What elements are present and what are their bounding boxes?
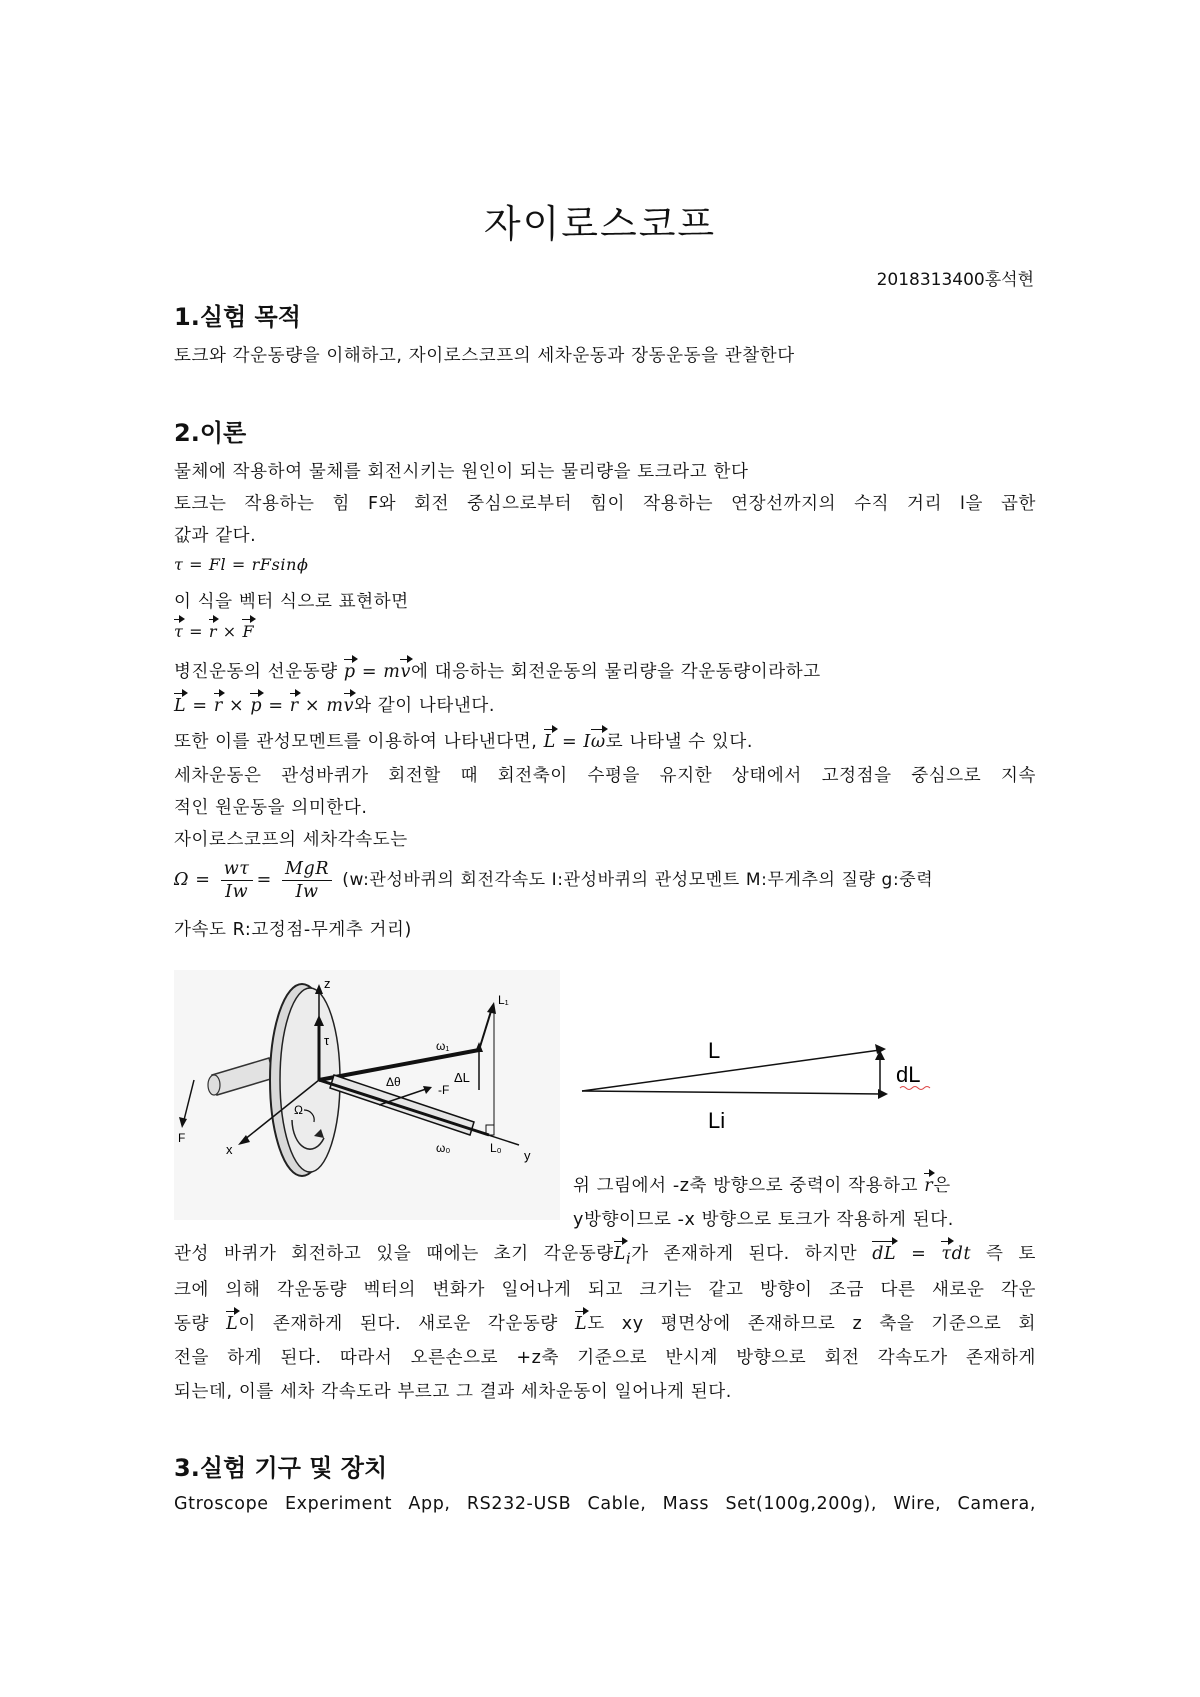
vector-triangle-diagram (570, 1020, 940, 1140)
gyroscope-diagram (174, 970, 560, 1220)
omega1-label: ω₁ (436, 1039, 450, 1053)
precession-definition-2: 가속도 R:고정점-무게추 거리) (174, 920, 412, 940)
L-label: L (708, 1038, 721, 1063)
F-label: F (178, 1131, 186, 1145)
theory-paragraph-6: 또한 이를 관성모멘트를 이용하여 나타낸다면, L = Iω로 나타낼 수 있다. (174, 732, 753, 752)
theory-paragraph-2b: 값과 같다. (174, 526, 257, 546)
theory-paragraph-13: 되는데, 이를 세차 각속도라 부르고 그 결과 세차운동이 일어나게 된다. (174, 1382, 732, 1402)
theory-paragraph-7b: 적인 원운동을 의미한다. (174, 798, 368, 818)
torque-vector-equation: τ = r × F (174, 622, 255, 641)
theory-paragraph-12: 전을 하게 된다. 따라서 오른손으로 +z축 기준으로 반시계 방향으로 회전 각속도가 존재하게 (174, 1348, 1036, 1368)
L1-label: L₁ (498, 993, 509, 1007)
L0-label: L₀ (490, 1141, 502, 1155)
z-axis-label: z (324, 976, 331, 991)
dL-label: dL (896, 1062, 921, 1087)
omega0-label: ω₀ (436, 1141, 451, 1155)
document-title: 자이로스코프 (483, 202, 717, 246)
rod-end (208, 1075, 220, 1095)
theory-paragraph-10: 크에 의해 각운동량 벡터의 변화가 일어나게 되고 크기는 같고 방향이 조금 다른 새로운 각운 (174, 1280, 1036, 1300)
neg-F-label: -F (438, 1083, 450, 1097)
theory-paragraph-7a: 세차운동은 관성바퀴가 회전할 때 회전축이 수평을 유지한 상태에서 고정점을 중심으로 지속 (174, 766, 1036, 786)
y-axis-label: y (524, 1148, 531, 1163)
disk-face (280, 988, 340, 1172)
x-axis-label: x (226, 1142, 233, 1157)
Li-vector (582, 1091, 882, 1094)
tau-label: τ (324, 1033, 330, 1048)
theory-paragraph-2a: 토크는 작용하는 힘 F와 회전 중심으로부터 힘이 작용하는 연장선까지의 수직 거리 l을 곱한 (174, 494, 1036, 514)
theory-paragraph-11: 동량 L이 존재하게 된다. 새로운 각운동량 L도 xy 평면상에 존재하므로 z 축을 기준으로 회 (174, 1314, 1037, 1334)
equipment-text: Gtroscope Experiment App, RS232-USB Cable, Mass Set(100g,200g), Wire, Camera, (174, 1494, 1036, 1514)
Omega-label: Ω (294, 1103, 303, 1117)
theory-paragraph-4: 병진운동의 선운동량 p = mv에 대응하는 회전운동의 물리량을 각운동량이라하고 (174, 662, 821, 682)
delta-L-label: ΔL (454, 1070, 470, 1085)
purpose-text: 토크와 각운동량을 이해하고, 자이로스코프의 세차운동과 장동운동을 관찰한다 (174, 346, 795, 366)
delta-theta-label: Δθ (386, 1075, 401, 1089)
figure-text-b: y방향이므로 -x 방향으로 토크가 작용하게 된다. (573, 1210, 954, 1230)
precession-equation: Ω = $\frac{w\tau}{Iw}$ = $\frac{\text{MgR}}{Iw}$ (174, 870, 336, 890)
theory-paragraph-8: 자이로스코프의 세차각속도는 (174, 830, 408, 850)
section-1-heading: 1.실험 목적 (174, 303, 301, 331)
torque-equation: τ = Fl = rFsinϕ (174, 555, 309, 574)
author-line: 2018313400홍석현 (876, 270, 1034, 290)
theory-paragraph-9: 관성 바퀴가 회전하고 있을 때에는 초기 각운동량$L_i$가 존재하게 된다. 하지만 dL = τdt 즉 토 (174, 1244, 1036, 1268)
theory-paragraph-5: L = r × p = r × mv와 같이 나타낸다. (174, 696, 496, 716)
section-2-heading: 2.이론 (174, 419, 247, 447)
precession-equation-line: Ω = $\frac{w\tau}{Iw}$ = $\frac{\text{MgR}}{Iw}$ (w:관성바퀴의 회전각속도 I:관성바퀴의 관성모멘트 M:무게추의 질량 g:중력 (174, 859, 934, 902)
theory-paragraph-1: 물체에 작용하여 물체를 회전시키는 원인이 되는 물리량을 토크라고 한다 (174, 462, 749, 482)
L-vector (582, 1050, 880, 1091)
theory-paragraph-3: 이 식을 벡터 식으로 표현하면 (174, 592, 409, 612)
figure-text-a: 위 그림에서 -z축 방향으로 중력이 작용하고 r은 (573, 1176, 951, 1196)
section-3-heading: 3.실험 기구 및 장치 (174, 1454, 388, 1482)
Li-label: Li (708, 1108, 726, 1133)
